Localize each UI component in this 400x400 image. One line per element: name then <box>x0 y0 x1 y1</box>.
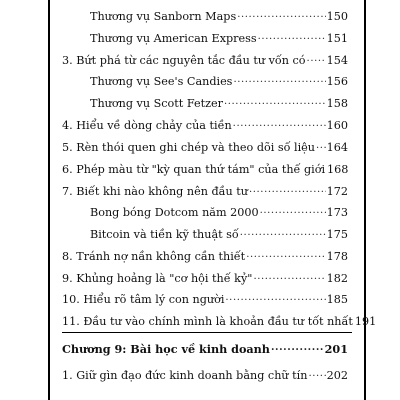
toc-entry-page: 178 <box>326 250 348 264</box>
toc-entry-label: 9. Khủng hoảng là "cơ hội thế kỷ" <box>62 272 253 286</box>
toc-entry-page: 160 <box>326 119 348 133</box>
toc-entry-label: 5. Rèn thói quen ghi chép và theo dõi số liệu <box>62 141 315 155</box>
toc-entry-label: Thương vụ American Express <box>90 32 257 46</box>
toc-entry-page: 175 <box>326 228 348 242</box>
toc-entry-label: 7. Biết khi nào không nên đầu tư <box>62 185 248 199</box>
toc-entry-page: 202 <box>326 369 348 383</box>
leader-dots <box>260 205 326 216</box>
toc-entry <box>90 96 348 109</box>
toc-entry <box>62 140 348 153</box>
toc-entry <box>62 314 377 329</box>
leader-dots <box>224 96 326 107</box>
leader-dots <box>253 271 325 282</box>
toc-entry-label: Bong bóng Dotcom năm 2000 <box>90 206 259 220</box>
toc-entry-page: 168 <box>327 163 349 177</box>
leader-dots <box>225 292 325 303</box>
toc-entry-page: 185 <box>326 293 348 307</box>
toc-entry-page: 182 <box>326 272 348 286</box>
toc-entry-label: 8. Tránh nợ nần không cần thiết <box>62 250 246 264</box>
toc-entry <box>90 74 348 87</box>
toc-entry <box>62 249 348 262</box>
toc-entry-page: 172 <box>326 185 348 199</box>
toc-entry <box>62 118 348 131</box>
leader-dots <box>316 140 326 151</box>
toc-entry-page: 173 <box>326 206 348 220</box>
toc-entry <box>62 162 348 175</box>
leader-dots <box>240 227 326 238</box>
toc-entry-page: 201 <box>324 342 348 357</box>
toc-entry-page: 154 <box>326 54 348 68</box>
toc-entry-label: 6. Phép màu từ "kỳ quan thứ tám" của thế giới <box>62 163 326 177</box>
leader-dots <box>307 53 326 64</box>
chapter-divider <box>62 332 352 333</box>
toc-entry-label: Bitcoin và tiền kỹ thuật số <box>90 228 239 242</box>
leader-dots <box>233 74 325 85</box>
toc-entry <box>62 292 348 305</box>
toc-entry-label: 4. Hiểu về dòng chảy của tiền <box>62 119 232 133</box>
book-page <box>48 0 377 400</box>
toc-entry <box>90 227 348 240</box>
toc-chapter-heading <box>62 342 348 355</box>
toc-entry-label: 1. Giữ gìn đạo đức kinh doanh bằng chữ tín <box>62 369 308 383</box>
toc-entry-label: Thương vụ See's Candies <box>90 75 233 89</box>
toc-entry <box>90 205 348 218</box>
toc-entry <box>62 53 348 66</box>
toc-entry-page: 150 <box>326 10 348 24</box>
toc-entry <box>90 31 348 44</box>
toc-entry-label: Chương 9: Bài học về kinh doanh <box>62 342 270 357</box>
leader-dots <box>237 9 325 20</box>
toc-entry-label: 10. Hiểu rõ tâm lý con người <box>62 293 225 307</box>
toc-entry <box>62 184 348 197</box>
leader-dots <box>249 184 326 195</box>
toc-entry-page: 191 <box>354 315 377 329</box>
toc-entry-page: 156 <box>326 75 348 89</box>
toc-entry-page: 151 <box>326 32 348 46</box>
leader-dots <box>246 249 325 260</box>
toc-entry-page: 158 <box>326 97 348 111</box>
toc-entry-label: 11. Đầu tư vào chính mình là khoản đầu tư tốt nhất <box>62 315 353 329</box>
toc-entry <box>62 271 348 284</box>
leader-dots <box>258 31 326 42</box>
toc-entry-label: 3. Bứt phá từ các nguyên tắc đầu tư vốn có <box>62 54 306 68</box>
leader-dots <box>271 342 324 353</box>
toc-entry <box>62 368 348 381</box>
leader-dots <box>233 118 326 129</box>
toc-entry-label: Thương vụ Scott Fetzer <box>90 97 223 111</box>
leader-dots <box>308 368 325 379</box>
toc-entry-page: 164 <box>326 141 348 155</box>
toc-entry <box>90 9 348 22</box>
toc-entry-label: Thương vụ Sanborn Maps <box>90 10 237 24</box>
